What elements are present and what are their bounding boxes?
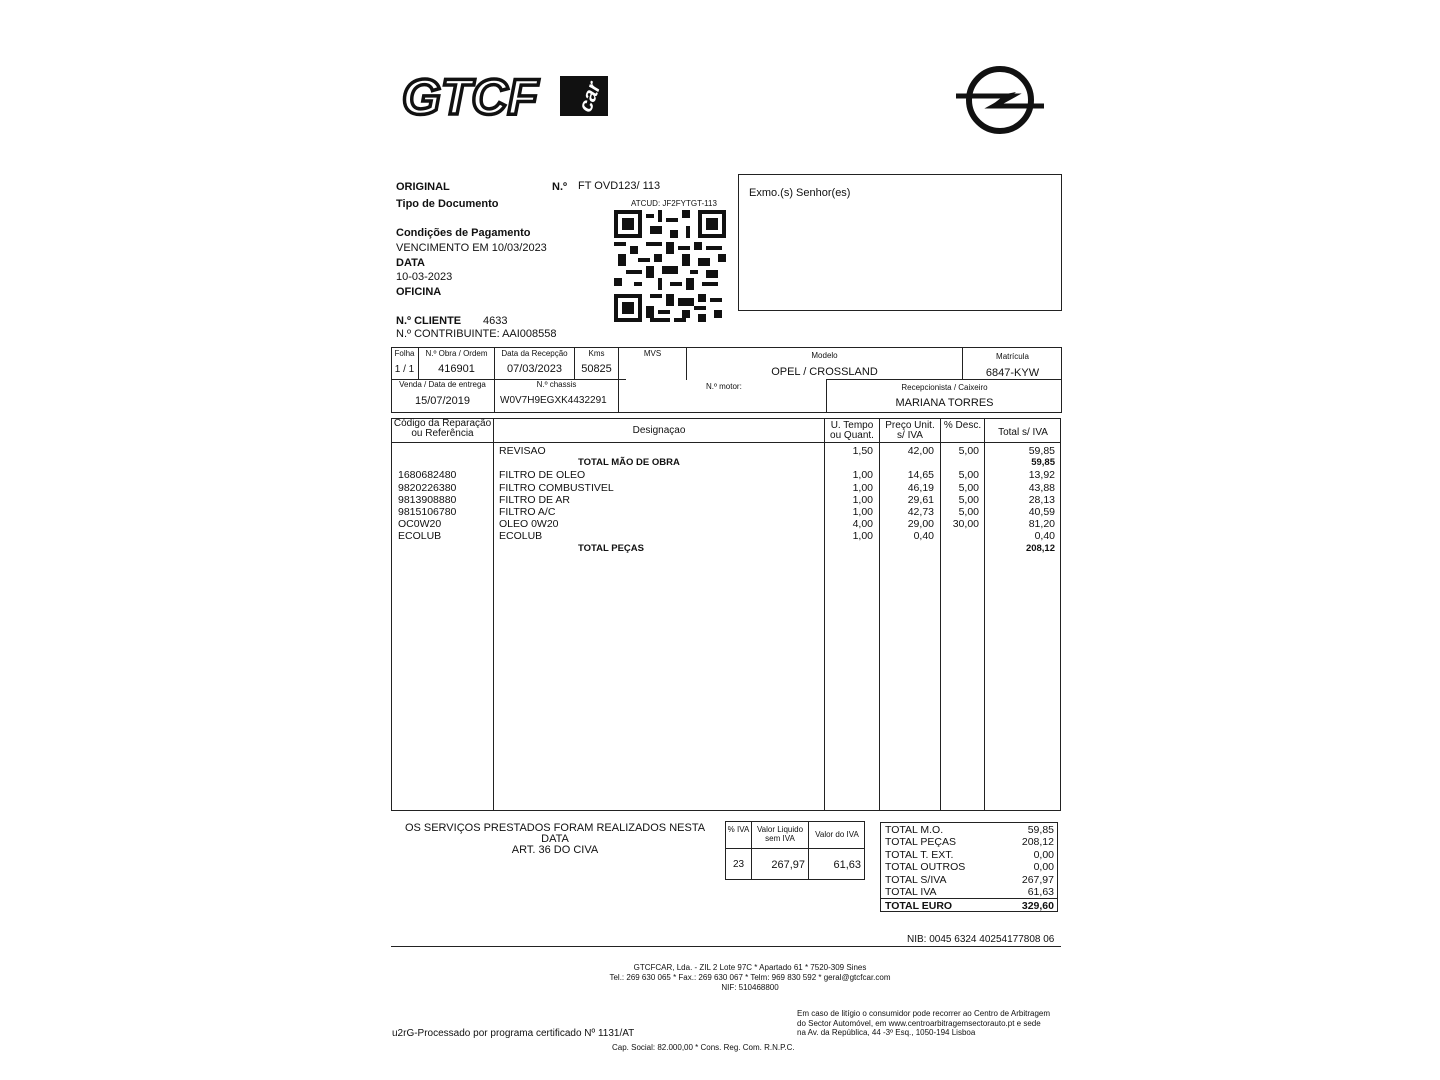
total-label: TOTAL PEÇAS [885,836,956,849]
date-label: DATA [396,257,425,269]
arbitration-line2: do Sector Automóvel, em www.centroarbitragemsectorauto.pt e sede [797,1018,1041,1028]
table-cell-preco: 42,00 [907,445,934,457]
order-label: N.º Obra / Ordem [425,349,488,358]
reception-date-label: Data da Recepção [501,349,568,358]
table-cell-qty: 1,50 [852,445,873,457]
chassis-value: W0V7H9EGXK4432291 [500,395,607,406]
table-cell-codigo: OC0W20 [398,518,442,531]
sheet-label: Folha [394,349,415,358]
total-value: 267,97 [1021,873,1054,886]
table-cell-preco: 0,40 [913,530,934,543]
original-label: ORIGINAL [396,181,450,193]
table-cell-qty: 1,00 [852,481,873,494]
mvs-label: MVS [643,349,662,358]
doc-number-label: N.º [552,181,568,193]
total-value: 59,85 [1027,824,1054,836]
model-label: Modelo [811,351,838,360]
receptionist-value: MARIANA TORRES [895,397,994,409]
date-value: 10-03-2023 [396,271,453,283]
col-header-qty: U. Tempo ou Quant. [830,420,874,441]
company-info [580,963,920,993]
table-cell-codigo: 9813908880 [398,493,457,506]
model-value: OPEL / CROSSLAND [771,366,878,378]
table-cell-preco: 29,61 [907,493,934,506]
table-cell-desc: 5,00 [958,445,979,457]
receptionist-label: Recepcionista / Caixeiro [901,383,988,392]
total-label: TOTAL OUTROS [885,861,966,874]
table-cell-codigo: 9815106780 [398,506,457,518]
payment-terms-label: Condições de Pagamento [396,227,531,239]
table-cell-qty: 4,00 [852,518,873,531]
vat-pct: 23 [732,859,745,870]
total-label: TOTAL EURO [885,900,953,913]
table-cell-total: 43,88 [1028,481,1055,494]
table-cell-desc: 5,00 [958,493,979,506]
total-value: 0,00 [1033,848,1054,861]
plate-value: 6847-KYW [985,367,1040,379]
taxpayer-number: N.º CONTRIBUINTE: AAI008558 [396,328,557,340]
certified-software: u2rG-Processado por programa certificado Nº 1131/AT [392,1028,635,1039]
vat-header-pct: % IVA [727,825,750,834]
logo-text: GTCF [402,70,539,122]
company-logo [400,70,615,127]
table-cell-preco: 29,00 [907,518,934,531]
table-cell-total: 28,13 [1028,493,1055,506]
table-cell-preco: 46,19 [907,481,934,494]
total-label: TOTAL T. EXT. [885,848,954,861]
col-header-code: Código da Reparação ou Referência [393,418,492,439]
company-address: GTCFCAR, Lda. - ZIL 2 Lote 97C * Apartado 61 * 7520-309 Sines [633,963,867,972]
table-cell-qty: 1,00 [852,506,873,518]
reception-date-value: 07/03/2023 [506,363,563,375]
table-cell-preco: 42,73 [907,506,934,518]
table-cell-designacao: FILTRO A/C [499,506,556,518]
logo-sub: car [574,79,606,115]
engine-label: N.º motor: [706,382,742,391]
delivery-date-value: 15/07/2019 [414,395,471,407]
table-cell-designacao: REVISAO [499,445,546,457]
footer-note-line1: OS SERVIÇOS PRESTADOS FORAM REALIZADOS NESTA DATA [404,822,706,845]
table-cell-codigo: 9820226380 [398,481,457,494]
total-value: 0,00 [1033,861,1054,874]
table-cell-total: 208,12 [1025,542,1055,554]
total-label: TOTAL M.O. [885,824,944,836]
table-cell-total: 59,85 [1028,445,1055,457]
addressee-label: Exmo.(s) Senhor(es) [749,187,851,199]
table-cell-total: 59,85 [1031,457,1055,469]
total-value: 61,63 [1027,886,1054,898]
col-header-price: Preço Unit. s/ IVA [885,420,935,441]
table-cell-designacao: FILTRO DE AR [499,493,570,506]
arbitration-line1: Em caso de litígio o consumidor pode recorrer ao Centro de Arbitragem [797,1009,1051,1018]
table-cell-preco: 14,65 [907,469,934,482]
table-cell-desc: 5,00 [958,469,979,482]
col-header-discount: % Desc. [943,420,982,431]
total-label: TOTAL S/IVA [885,873,947,886]
kms-label: Kms [588,349,605,358]
table-cell-designacao: FILTRO DE OLEO [499,469,586,482]
sheet-value: 1 / 1 [394,364,415,375]
table-cell-total: 81,20 [1028,518,1055,531]
atcud: ATCUD: JF2FYTGT-113 [631,199,717,208]
table-cell-codigo: ECOLUB [398,530,442,543]
kms-value: 50825 [581,363,612,375]
table-cell-qty: 1,00 [852,530,873,543]
table-cell-codigo: 1680682480 [398,469,457,482]
vat-header-value: Valor do IVA [815,830,859,839]
workshop-label: OFICINA [396,286,442,298]
doc-number-value: FT OVD123/ 113 [578,180,661,192]
vat-header-net: Valor Liquido sem IVA [756,825,804,843]
chassis-label: N.º chassis [536,380,577,389]
footer-note [395,823,715,856]
total-label: TOTAL IVA [885,886,937,898]
table-cell-designacao: ECOLUB [499,530,543,543]
client-value: 4633 [483,315,508,327]
doc-type-label: Tipo de Documento [396,198,499,210]
order-value: 416901 [438,363,475,375]
table-cell-designacao: TOTAL MÃO DE OBRA [578,457,680,469]
col-header-designation: Designaçao [632,425,686,436]
total-value: 329,60 [1021,900,1054,913]
table-cell-designacao: FILTRO COMBUSTIVEL [499,481,614,494]
qr-code [614,210,726,327]
vat-value: 61,63 [833,859,861,871]
table-cell-designacao: TOTAL PEÇAS [578,542,644,554]
addressee-box [738,174,1062,311]
company-contacts: Tel.: 269 630 065 * Fax.: 269 630 067 * Telm: 969 830 592 * geral@gtcfcar.com [609,973,891,982]
table-cell-total: 0,40 [1034,530,1055,543]
arbitration-line3: na Av. da República, 44 -3º Esq., 1050-194 Lisboa [797,1028,976,1037]
vat-net: 267,97 [771,859,805,871]
table-cell-desc: 30,00 [952,518,979,531]
opel-logo-icon [954,64,1046,141]
table-cell-designacao: OLEO 0W20 [499,518,559,531]
share-capital: Cap. Social: 82.000,00 * Cons. Reg. Com. R.N.P.C. [612,1043,795,1052]
table-cell-desc: 5,00 [958,481,979,494]
table-cell-qty: 1,00 [852,469,873,482]
due-date: VENCIMENTO EM 10/03/2023 [396,242,547,254]
table-cell-qty: 1,00 [852,493,873,506]
table-cell-total: 13,92 [1028,469,1055,482]
plate-label: Matrícula [996,352,1029,361]
delivery-date-label: Venda / Data de entrega [399,380,486,389]
client-label: N.º CLIENTE [396,315,462,327]
table-cell-desc: 5,00 [958,506,979,518]
arbitration-note [797,1009,1050,1038]
col-header-total: Total s/ IVA [998,427,1048,438]
footer-note-line2: ART. 36 DO CIVA [511,844,599,856]
company-nif: NIF: 510468800 [721,983,779,992]
nib: NIB: 0045 6324 40254177808 06 [907,934,1055,945]
table-cell-total: 40,59 [1028,506,1055,518]
total-value: 208,12 [1021,836,1054,849]
